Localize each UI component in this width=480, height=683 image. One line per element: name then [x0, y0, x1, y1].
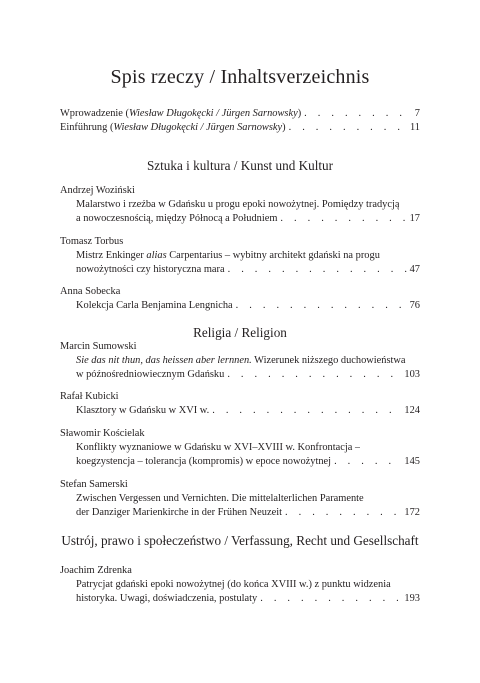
toc-entry-torbus[interactable]: [76, 264, 420, 278]
dot-leader: [280, 213, 406, 227]
section-heading-ustroj: Ustrój, prawo i społeczeństwo / Verfassung, Recht und Gesellschaft: [61, 533, 419, 548]
entry-title-line[interactable]: Malarstwo i rzeźba w Gdańsku u progu epoki nowożytnej. Pomiędzy tradycją: [76, 199, 400, 210]
toc-entry-wozinski[interactable]: [76, 213, 420, 227]
page-number: 172: [404, 507, 420, 518]
dot-leader: [228, 264, 407, 278]
author-sumowski: Marcin Sumowski: [60, 341, 137, 352]
entry-title-line[interactable]: Mistrz Enkinger alias Carpentarius – wybitny architekt gdański na progu: [76, 250, 380, 261]
page-number: 124: [404, 405, 420, 416]
dot-leader: [289, 122, 407, 136]
page-number: 193: [404, 593, 420, 604]
author-koscielak: Sławomir Kościelak: [60, 428, 145, 439]
author-wozinski: Andrzej Woziński: [60, 185, 135, 196]
entry-title-line: historyka. Uwagi, doświadczenia, postulaty: [76, 593, 258, 604]
page-number: 76: [409, 300, 420, 311]
entry-title-line: Klasztory w Gdańsku w XVI w.: [76, 405, 210, 416]
entry-title-line: a nowoczesnością, między Północą a Południem: [76, 213, 278, 224]
dot-leader: [212, 405, 401, 419]
entry-title-line: koegzystencja – tolerancja (kompromis) w epoce nowożytnej: [76, 456, 332, 467]
toc-entry-zdrenka[interactable]: [76, 593, 420, 607]
page-number: 17: [409, 213, 420, 224]
toc-entry-sobecka[interactable]: [76, 300, 420, 314]
toc-entry-wprowadzenie[interactable]: [60, 108, 420, 122]
page-number: 47: [409, 264, 420, 275]
dot-leader: [285, 507, 401, 521]
dot-leader: [334, 456, 401, 470]
entry-title-line[interactable]: Patrycjat gdański epoki nowożytnej (do końca XVIII w.) z punktu widzenia: [76, 579, 391, 590]
entry-title: Einführung (Wiesław Długokęcki / Jürgen Sarnowsky): [60, 122, 286, 133]
toc-title: Spis rzeczy / Inhaltsverzeichnis: [110, 66, 370, 88]
dot-leader: [236, 300, 407, 314]
entry-title-line: der Danziger Marienkirche in der Frühen Neuzeit: [76, 507, 282, 518]
entry-title-line[interactable]: Sie das nit thun, das heissen aber lernnen. Wizerunek niższego duchowieństwa: [76, 355, 406, 366]
entry-title-line: w późnośredniowiecznym Gdańsku: [76, 369, 225, 380]
toc-entry-einfuhrung[interactable]: [60, 122, 420, 136]
author-sobecka: Anna Sobecka: [60, 286, 121, 297]
entry-title-line[interactable]: Konflikty wyznaniowe w Gdańsku w XVI–XVIII w. Konfrontacja –: [76, 442, 361, 453]
author-samerski: Stefan Samerski: [60, 479, 128, 490]
dot-leader: [260, 593, 401, 607]
page-number: 103: [404, 369, 420, 380]
dot-leader: [304, 108, 412, 122]
entry-title: Wprowadzenie (Wiesław Długokęcki / Jürgen Sarnowsky): [60, 108, 302, 119]
toc-entry-kubicki[interactable]: [76, 405, 420, 419]
entry-title-line: nowożytności czy historyczna mara: [76, 264, 225, 275]
author-torbus: Tomasz Torbus: [60, 236, 124, 247]
author-zdrenka: Joachim Zdrenka: [60, 565, 132, 576]
section-heading-kultura: Sztuka i kultura / Kunst und Kultur: [146, 158, 334, 173]
page-number: 11: [409, 122, 420, 133]
section-heading-religia: Religia / Religion: [193, 325, 287, 340]
toc-entry-sumowski[interactable]: [76, 369, 420, 383]
author-kubicki: Rafał Kubicki: [60, 391, 119, 402]
toc-entry-samerski[interactable]: [76, 507, 420, 521]
toc-entry-koscielak[interactable]: [76, 456, 420, 470]
page-number: 145: [404, 456, 420, 467]
dot-leader: [227, 369, 401, 383]
entry-title-line: Kolekcja Carla Benjamina Lengnicha: [76, 300, 233, 311]
entry-title-line[interactable]: Zwischen Vergessen und Vernichten. Die mittelalterlichen Paramente: [76, 493, 364, 504]
page-number: 7: [414, 108, 420, 119]
